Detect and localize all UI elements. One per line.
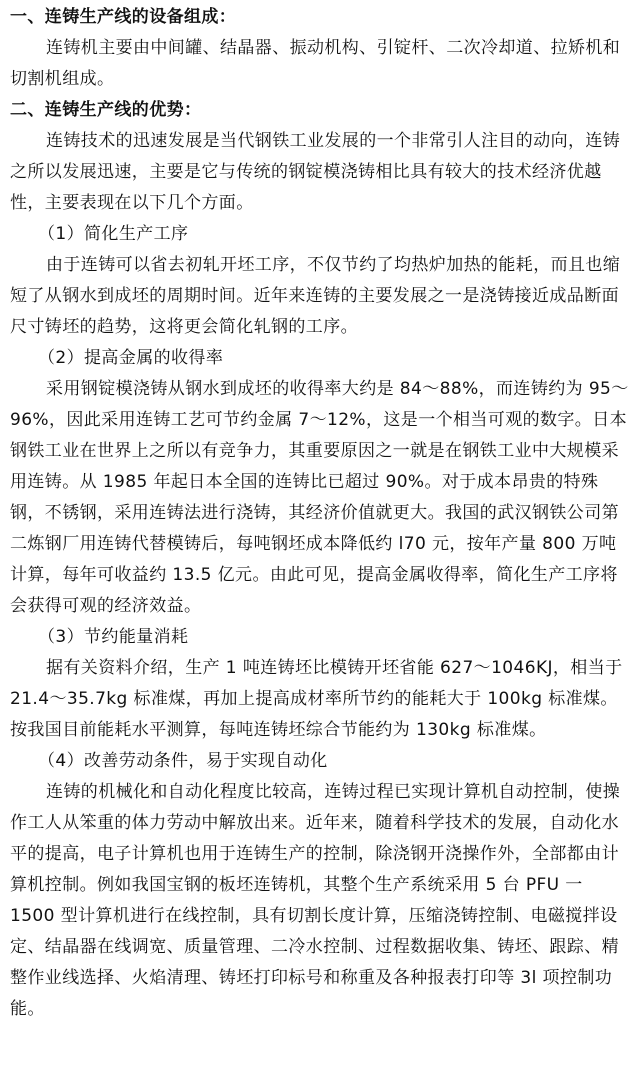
paragraph-automation: 连铸的机械化和自动化程度比较高，连铸过程已实现计算机自动控制，使操作工人从笨重的体力劳动中解放出来。近年来，随着科学技术的发展，自动化水平的提高，电子计算机也用于连铸生产的控制，除浇钢开浇操作外，全部都由计算机控制。例如我国宝钢的板坯连铸机，其整个生产系统采用 5 台 PFU 一 1500 型计算机进行在线控制，具有切割长度计算，压缩浇铸控制、电磁搅拌设定、结晶器在线调宽、质量管理、二冷水控制、过程数据收集、铸坯、跟踪、精整作业线选择、火焰清理、铸坯打印标号和称重及各种报表打印等 3l 项控制功能。	[10, 782, 621, 1019]
paragraph-energy: 据有关资料介绍，生产 1 吨连铸坯比模铸开坯省能 627～1046KJ，相当于 21.4～35.7kg 标准煤，再加上提高成材率所节约的能耗大于 100kg 标准煤。按我国目前能耗水平测算，每吨连铸坯综合节能约为 130kg 标准煤。	[10, 658, 623, 740]
section-heading-advantages: 二、连铸生产线的优势：	[10, 100, 202, 120]
section-heading-equipment: 一、连铸生产线的设备组成：	[10, 7, 237, 27]
paragraph-simplify: 由于连铸可以省去初轧开坯工序，不仅节约了均热炉加热的能耗，而且也缩短了从钢水到成坯的周期时间。近年来连铸的主要发展之一是浇铸接近成品断面尺寸铸坯的趋势，这将更会简化轧钢的工序。	[10, 255, 621, 337]
subheading-yield: （2）提高金属的收得率	[38, 348, 224, 368]
subheading-automation: （4）改善劳动条件，易于实现自动化	[38, 751, 328, 771]
paragraph-equipment: 连铸机主要由中间罐、结晶器、振动机构、引锭杆、二次冷却道、拉矫机和切割机组成。	[10, 38, 621, 89]
paragraph-yield: 采用钢锭模浇铸从钢水到成坯的收得率大约是 84～88%，而连铸约为 95～96%，因此采用连铸工艺可节约金属 7～12%，这是一个相当可观的数字。日本钢铁工业在世界上之所以有竞争力，其重要原因之一就是在钢铁工业中大规模采用连铸。从 1985 年起日本全国的连铸比已超过 90%。对于成本昂贵的特殊钢，不锈钢，采用连铸法进行浇铸，其经济价值就更大。我国的武汉钢铁公司第二炼钢厂用连铸代替模铸后，每吨钢坯成本降低约 l70 元，按年产量 800 万吨计算，每年可收益约 13.5 亿元。由此可见，提高金属收得率，简化生产工序将会获得可观的经济效益。	[10, 379, 629, 616]
subheading-energy: （3）节约能量消耗	[38, 627, 189, 647]
paragraph-intro: 连铸技术的迅速发展是当代钢铁工业发展的一个非常引人注目的动向，连铸之所以发展迅速，主要是它与传统的钢锭模浇铸相比具有较大的技术经济优越性，主要表现在以下几个方面。	[10, 131, 621, 213]
subheading-simplify: （1）简化生产工序	[38, 224, 189, 244]
